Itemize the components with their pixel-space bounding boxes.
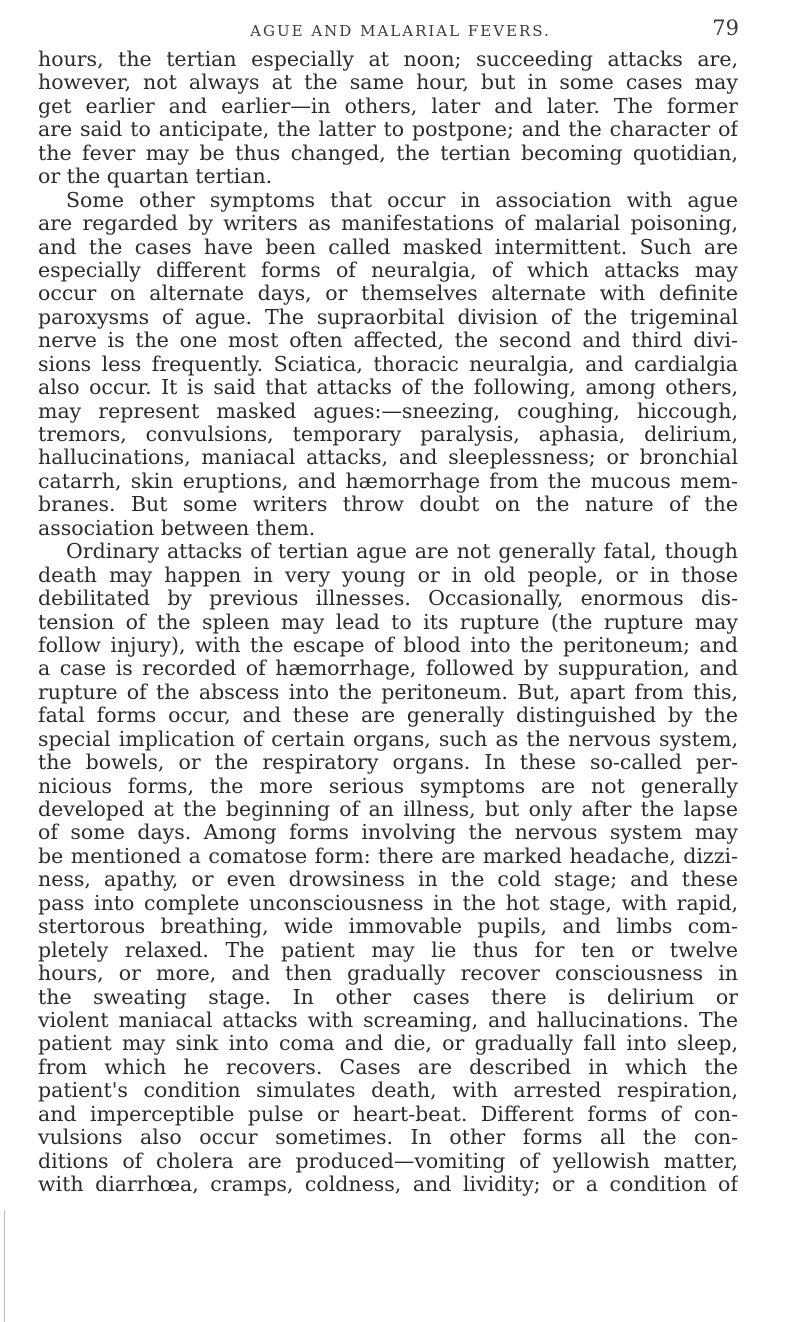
- text-line: or the quartan tertian.: [38, 165, 273, 189]
- text-line: vulsions also occur sometimes. In other forms all the con-: [38, 1126, 738, 1150]
- text-line: are regarded by writers as manifestations of malarial poisoning,: [38, 212, 738, 236]
- text-line: nerve is the one most often affected, the second and third divi-: [38, 329, 738, 353]
- text-line: association between them.: [38, 516, 316, 540]
- text-line: paroxysms of ague. The supraorbital division of the trigeminal: [38, 305, 738, 329]
- text-line: death may happen in very young or in old people, or in those: [38, 563, 738, 587]
- text-line: debilitated by previous illnesses. Occasionally, enormous dis-: [38, 587, 738, 611]
- text-line: also occur. It is said that attacks of the following, among others,: [38, 376, 738, 400]
- running-head: AGUE AND MALARIAL FEVERS.: [250, 22, 551, 40]
- text-line: Some other symptoms that occur in association with ague: [66, 188, 738, 212]
- text-line: however, not always at the same hour, but in some cases may: [38, 71, 738, 95]
- text-line: hours, or more, and then gradually recover consciousness in: [38, 962, 738, 986]
- text-line: are said to anticipate, the latter to postpone; and the character of: [38, 118, 738, 142]
- text-line: developed at the beginning of an illness, but only after the lapse: [38, 798, 738, 821]
- text-line: patient may sink into coma and die, or gradually fall into sleep,: [38, 1032, 738, 1056]
- text-line: follow injury), with the escape of blood into the peritoneum; and: [38, 633, 738, 657]
- text-line: catarrh, skin eruptions, and hæmorrhage from the mucous mem-: [38, 469, 738, 493]
- text-line: special implication of certain organs, such as the nervous system,: [38, 727, 738, 751]
- text-line: sions less frequently. Sciatica, thoracic neuralgia, and cardialgia: [38, 352, 738, 376]
- text-line: the fever may be thus changed, the tertian becoming quotidian,: [38, 141, 738, 165]
- text-line: ness, apathy, or even drowsiness in the cold stage; and these: [38, 868, 738, 892]
- text-line: ditions of cholera are produced—vomiting of yellowish matter,: [38, 1149, 738, 1173]
- text-line: with diarrhœa, cramps, coldness, and lividity; or a condition of: [38, 1173, 738, 1196]
- text-line: be mentioned a comatose form: there are marked headache, dizzi-: [38, 844, 738, 868]
- text-line: Ordinary attacks of tertian ague are not generally fatal, though: [66, 540, 738, 564]
- text-line: patient's condition simulates death, with arrested respiration,: [38, 1079, 738, 1103]
- text-line: the sweating stage. In other cases there is delirium or: [38, 985, 738, 1009]
- page-edge-mark: [4, 1210, 5, 1322]
- text-line: violent maniacal attacks with screaming, and hallucinations. The: [38, 1008, 738, 1032]
- page-number: 79: [712, 16, 739, 40]
- text-line: tremors, convulsions, temporary paralysis, aphasia, delirium,: [38, 423, 738, 446]
- text-line: and imperceptible pulse or heart-beat. Different forms of con-: [38, 1102, 738, 1126]
- text-line: pass into complete unconsciousness in the hot stage, with rapid,: [38, 891, 738, 915]
- text-line: tension of the spleen may lead to its rupture (the rupture may: [38, 610, 738, 634]
- body-text: [38, 48, 738, 1196]
- text-line: a case is recorded of hæmorrhage, followed by suppuration, and: [38, 657, 738, 681]
- text-line: hours, the tertian especially at noon; succeeding attacks are,: [38, 48, 738, 71]
- page-header: [0, 16, 801, 52]
- text-line: occur on alternate days, or themselves alternate with definite: [38, 282, 738, 306]
- text-line: and the cases have been called masked intermittent. Such are: [38, 235, 738, 259]
- text-line: the bowels, or the respiratory organs. In these so-called per-: [38, 751, 738, 775]
- text-line: fatal forms occur, and these are generally distinguished by the: [38, 704, 738, 728]
- text-line: of some days. Among forms involving the nervous system may: [38, 821, 738, 845]
- text-line: branes. But some writers throw doubt on the nature of the: [38, 493, 738, 517]
- text-line: rupture of the abscess into the peritoneum. But, apart from this,: [38, 680, 738, 704]
- text-line: may represent masked agues:—sneezing, coughing, hiccough,: [38, 399, 738, 423]
- text-line: get earlier and earlier—in others, later and later. The former: [38, 94, 738, 118]
- text-line: hallucinations, maniacal attacks, and sleeplessness; or bronchial: [38, 446, 738, 470]
- text-line: nicious forms, the more serious symptoms are not generally: [38, 774, 738, 798]
- text-line: especially different forms of neuralgia, of which attacks may: [38, 258, 738, 282]
- text-line: from which he recovers. Cases are described in which the: [38, 1055, 738, 1079]
- text-line: stertorous breathing, wide immovable pupils, and limbs com-: [38, 915, 738, 939]
- text-line: pletely relaxed. The patient may lie thus for ten or twelve: [38, 938, 738, 962]
